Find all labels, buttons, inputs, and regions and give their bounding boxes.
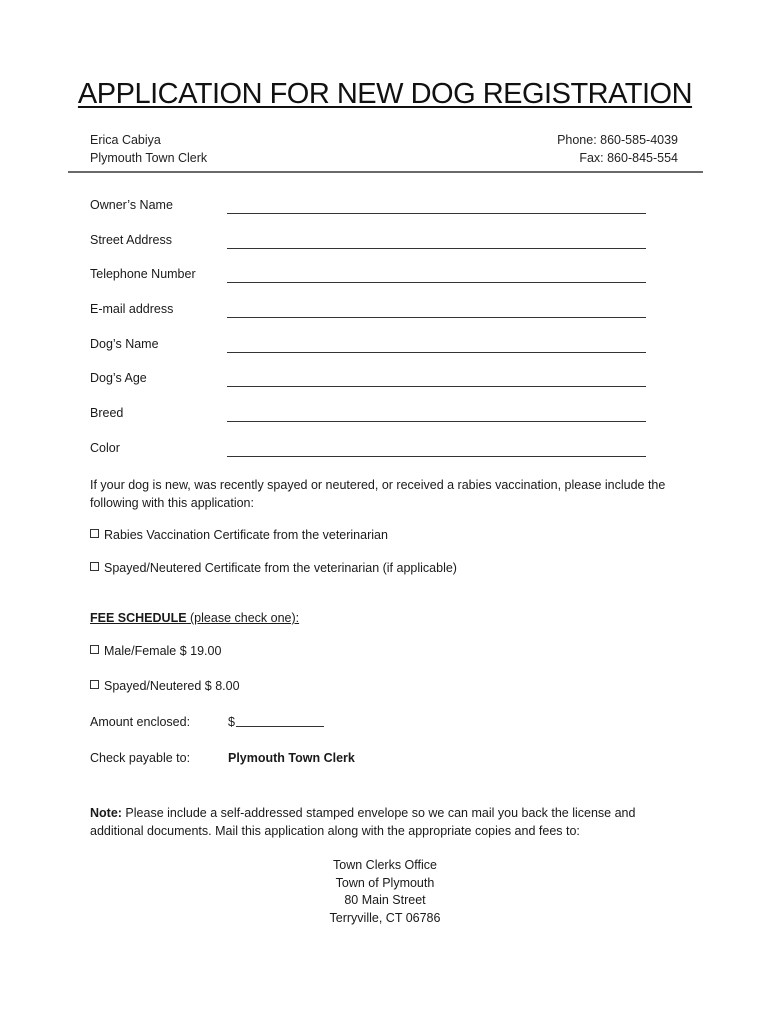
- field-label: Color: [90, 440, 120, 455]
- checkbox-icon[interactable]: [90, 645, 99, 654]
- option-label: Rabies Vaccination Certificate from the veterinarian: [104, 528, 388, 542]
- owner-name-field[interactable]: [90, 198, 650, 233]
- field-label: Dog’s Age: [90, 371, 147, 386]
- color-field[interactable]: [90, 441, 650, 476]
- rabies-certificate-option[interactable]: [90, 528, 388, 542]
- office-phone-fax: [557, 131, 678, 167]
- phone-number: Phone: 860-585-4039: [557, 133, 678, 147]
- fee-male-female-option[interactable]: [90, 644, 221, 658]
- clerk-office: Plymouth Town Clerk: [90, 151, 208, 165]
- color-blank[interactable]: [227, 456, 646, 457]
- page-title: APPLICATION FOR NEW DOG REGISTRATION: [77, 78, 693, 110]
- application-fields: [90, 198, 650, 476]
- payable-label: Check payable to:: [90, 751, 191, 765]
- currency-symbol: $: [228, 715, 235, 729]
- amount-label: Amount enclosed:: [90, 715, 191, 729]
- dog-age-field[interactable]: [90, 371, 650, 406]
- note-text: Please include a self-addressed stamped envelope so we can mail you back the license and additional documents. Mail this application along with the appropriate copies and fees to:: [90, 806, 636, 838]
- owner-name-blank[interactable]: [227, 213, 646, 214]
- fee-schedule-instruction: (please check one):: [186, 611, 300, 625]
- mailing-address: [0, 857, 770, 927]
- dog-age-blank[interactable]: [227, 386, 646, 387]
- checkbox-icon[interactable]: [90, 562, 99, 571]
- option-label: Male/Female $ 19.00: [104, 644, 222, 658]
- mailing-note: [90, 805, 690, 840]
- email-field[interactable]: [90, 302, 650, 337]
- header-divider: [68, 171, 703, 173]
- dog-name-blank[interactable]: [227, 352, 646, 353]
- field-label: Dog’s Name: [90, 336, 159, 351]
- field-label: Telephone Number: [90, 267, 196, 282]
- fee-schedule-title: FEE SCHEDULE: [90, 611, 187, 625]
- field-label: E-mail address: [90, 302, 174, 317]
- street-address-blank[interactable]: [227, 248, 646, 249]
- dog-name-field[interactable]: [90, 337, 650, 372]
- address-line: 80 Main Street: [344, 893, 426, 907]
- email-blank[interactable]: [227, 317, 646, 318]
- field-label: Breed: [90, 406, 124, 421]
- fee-spayed-neutered-option[interactable]: [90, 679, 240, 693]
- amount-blank[interactable]: [236, 726, 324, 727]
- payable-value: Plymouth Town Clerk: [228, 751, 355, 765]
- address-line: Terryville, CT 06786: [329, 910, 441, 925]
- telephone-blank[interactable]: [227, 282, 646, 283]
- option-label: Spayed/Neutered $ 8.00: [104, 679, 240, 693]
- spay-neuter-certificate-option[interactable]: [90, 561, 457, 575]
- telephone-field[interactable]: [90, 267, 650, 302]
- address-line: Town Clerks Office: [333, 858, 437, 872]
- amount-value[interactable]: [228, 715, 324, 729]
- clerk-name: Erica Cabiya: [90, 133, 161, 147]
- option-label: Spayed/Neutered Certificate from the veterinarian (if applicable): [104, 561, 457, 575]
- breed-blank[interactable]: [227, 421, 646, 422]
- checkbox-icon[interactable]: [90, 680, 99, 689]
- address-line: Town of Plymouth: [335, 875, 435, 890]
- documents-intro: If your dog is new, was recently spayed or neutered, or received a rabies vaccination, please include the following with this application:: [90, 478, 666, 510]
- field-label: Street Address: [90, 232, 172, 247]
- fax-number: Fax: 860-845-554: [579, 151, 678, 165]
- fee-schedule-heading: [90, 611, 299, 625]
- checkbox-icon[interactable]: [90, 529, 99, 538]
- clerk-contact: [90, 131, 207, 167]
- street-address-field[interactable]: [90, 233, 650, 268]
- breed-field[interactable]: [90, 406, 650, 441]
- note-label: Note:: [90, 806, 122, 820]
- field-label: Owner’s Name: [90, 198, 173, 212]
